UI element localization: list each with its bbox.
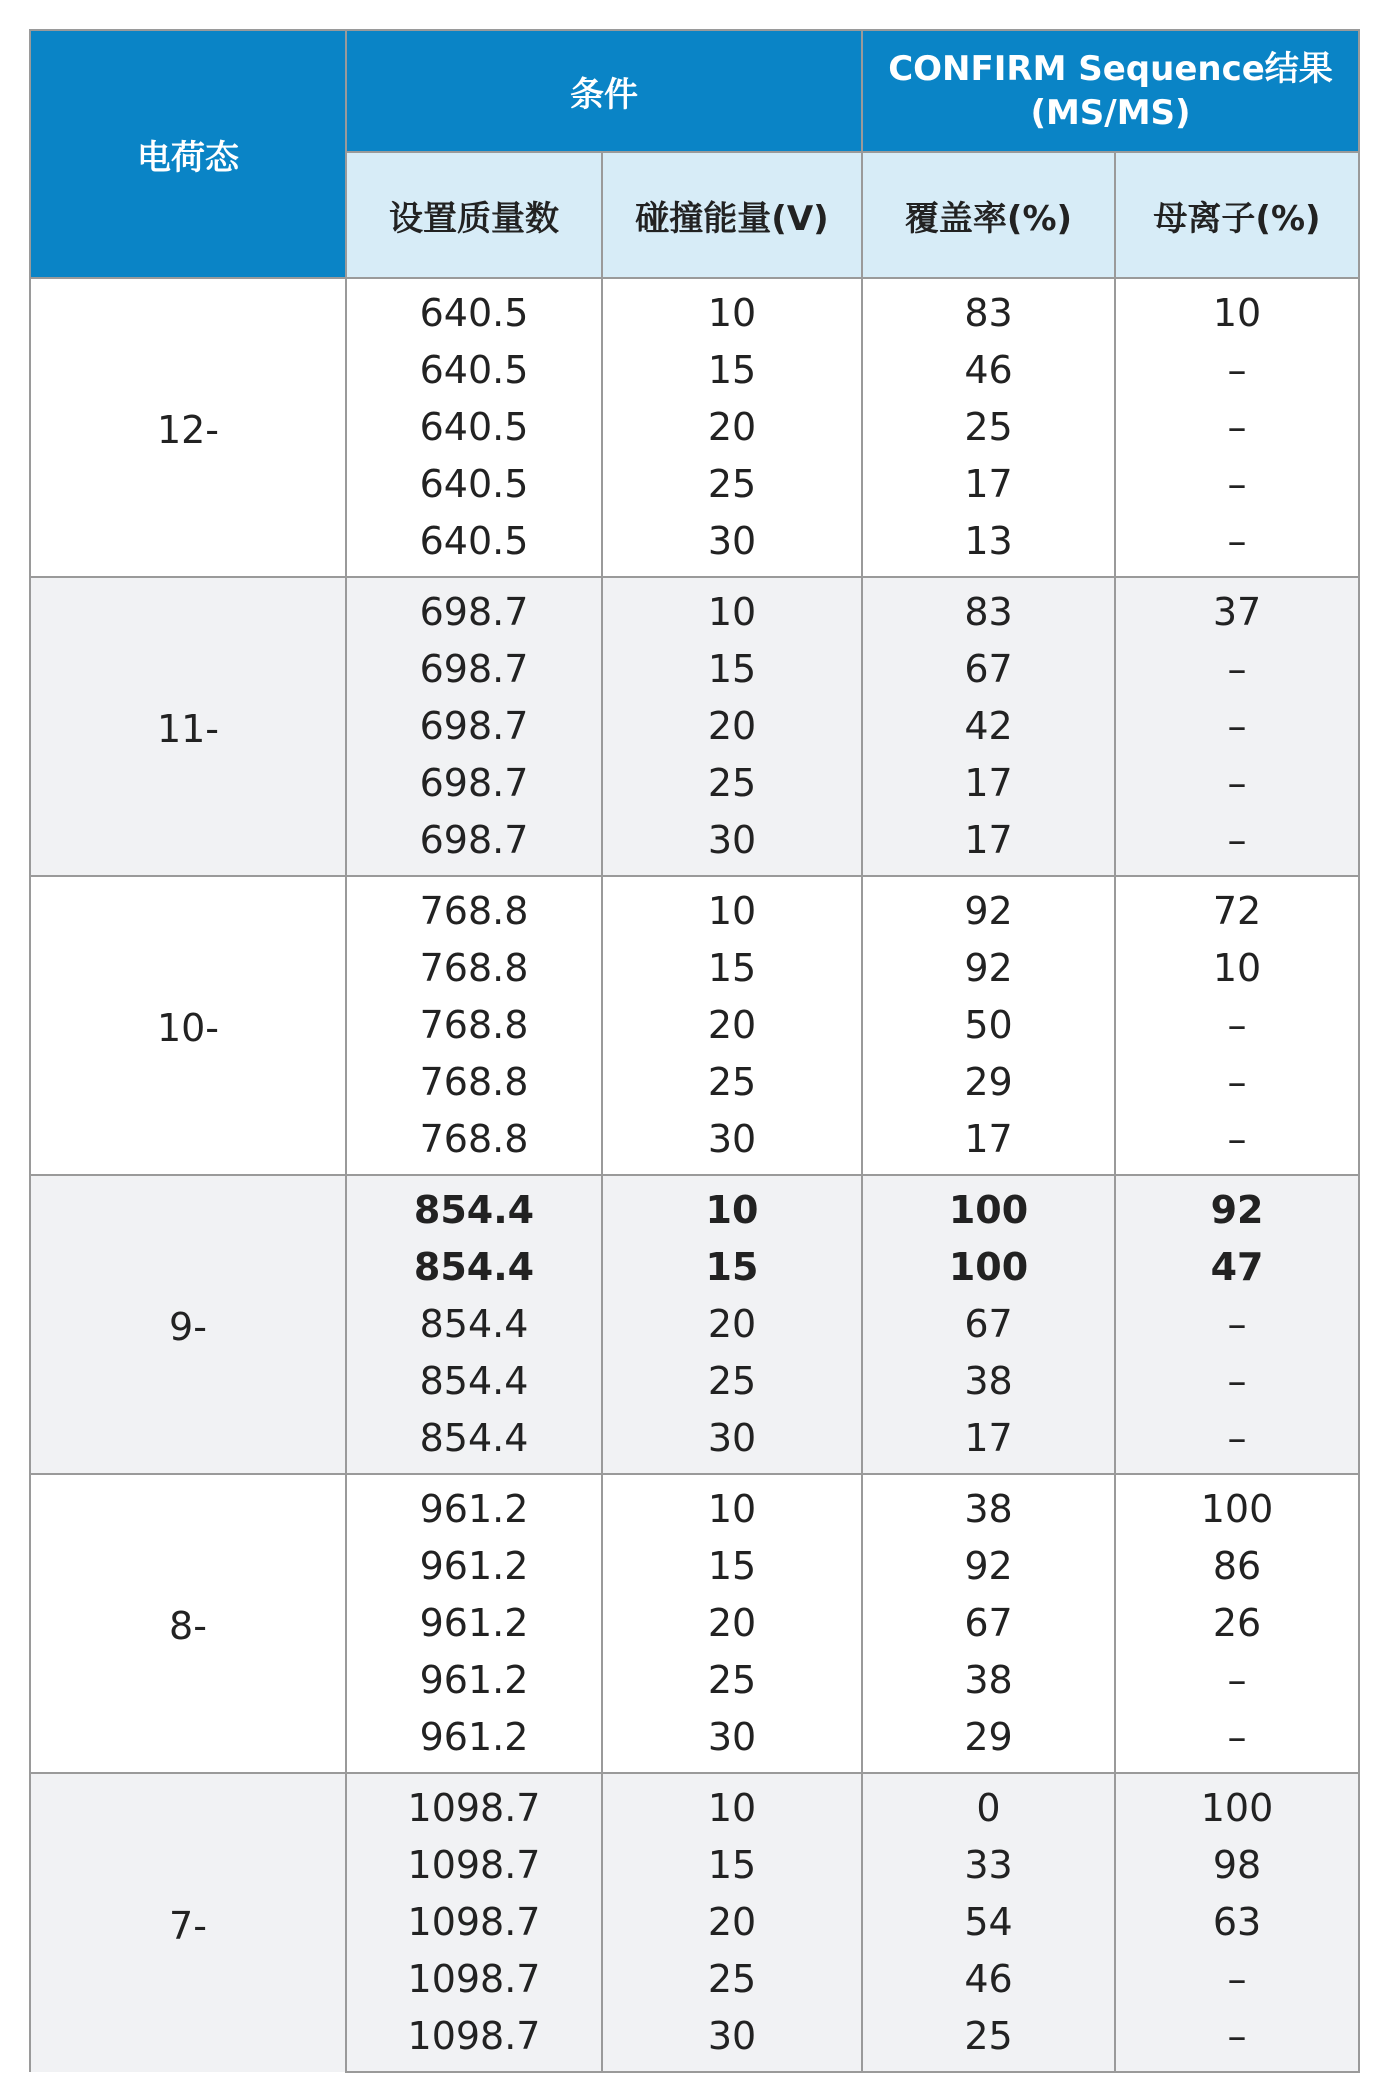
- collision-energy-cell: 10: [602, 577, 862, 641]
- charge-state-cell: 12-: [30, 278, 346, 577]
- charge-state-cell: 11-: [30, 577, 346, 876]
- precursor-cell: –: [1115, 513, 1359, 577]
- set-mass-cell: 698.7: [346, 577, 602, 641]
- charge-group: [30, 1175, 1359, 1474]
- coverage-cell: 50: [862, 997, 1115, 1054]
- set-mass-cell: 854.4: [346, 1175, 602, 1239]
- set-mass-cell: 640.5: [346, 513, 602, 577]
- collision-energy-cell: 20: [602, 1595, 862, 1652]
- header-confirm-results: [862, 30, 1359, 152]
- collision-energy-cell: 15: [602, 940, 862, 997]
- collision-energy-cell: 25: [602, 1951, 862, 2008]
- coverage-cell: 38: [862, 1652, 1115, 1709]
- set-mass-cell: 768.8: [346, 997, 602, 1054]
- coverage-cell: 42: [862, 698, 1115, 755]
- coverage-cell: 17: [862, 1410, 1115, 1474]
- precursor-cell: 72: [1115, 876, 1359, 940]
- set-mass-cell: 854.4: [346, 1239, 602, 1296]
- set-mass-cell: 768.8: [346, 1054, 602, 1111]
- coverage-cell: 13: [862, 513, 1115, 577]
- coverage-cell: 67: [862, 1595, 1115, 1652]
- precursor-cell: –: [1115, 698, 1359, 755]
- set-mass-cell: 854.4: [346, 1410, 602, 1474]
- collision-energy-cell: 15: [602, 641, 862, 698]
- precursor-cell: –: [1115, 997, 1359, 1054]
- header-coverage: 覆盖率(%): [862, 152, 1115, 278]
- precursor-cell: 63: [1115, 1894, 1359, 1951]
- coverage-cell: 92: [862, 940, 1115, 997]
- precursor-cell: 26: [1115, 1595, 1359, 1652]
- set-mass-cell: 698.7: [346, 812, 602, 876]
- precursor-cell: 10: [1115, 940, 1359, 997]
- coverage-cell: 67: [862, 1296, 1115, 1353]
- collision-energy-cell: 10: [602, 278, 862, 342]
- set-mass-cell: 768.8: [346, 876, 602, 940]
- precursor-cell: –: [1115, 1054, 1359, 1111]
- collision-energy-cell: 30: [602, 2008, 862, 2072]
- precursor-cell: 86: [1115, 1538, 1359, 1595]
- header-precursor: 母离子(%): [1115, 152, 1359, 278]
- precursor-cell: –: [1115, 1353, 1359, 1410]
- coverage-cell: 17: [862, 812, 1115, 876]
- precursor-cell: –: [1115, 812, 1359, 876]
- collision-energy-cell: 25: [602, 456, 862, 513]
- collision-energy-cell: 25: [602, 1353, 862, 1410]
- coverage-cell: 29: [862, 1709, 1115, 1773]
- precursor-cell: –: [1115, 342, 1359, 399]
- set-mass-cell: 854.4: [346, 1353, 602, 1410]
- set-mass-cell: 698.7: [346, 641, 602, 698]
- collision-energy-cell: 30: [602, 1410, 862, 1474]
- coverage-cell: 38: [862, 1353, 1115, 1410]
- coverage-cell: 33: [862, 1837, 1115, 1894]
- table-row: [30, 278, 1359, 342]
- coverage-cell: 17: [862, 755, 1115, 812]
- coverage-cell: 25: [862, 2008, 1115, 2072]
- confirm-sequence-results-table: [29, 29, 1360, 2073]
- precursor-cell: –: [1115, 1111, 1359, 1175]
- collision-energy-cell: 10: [602, 1175, 862, 1239]
- table-row: [30, 1773, 1359, 1837]
- precursor-cell: 100: [1115, 1773, 1359, 1837]
- set-mass-cell: 854.4: [346, 1296, 602, 1353]
- set-mass-cell: 640.5: [346, 342, 602, 399]
- precursor-cell: 10: [1115, 278, 1359, 342]
- collision-energy-cell: 15: [602, 1538, 862, 1595]
- results-table-container: [29, 29, 1358, 2073]
- precursor-cell: –: [1115, 1410, 1359, 1474]
- set-mass-cell: 640.5: [346, 399, 602, 456]
- charge-state-cell: 10-: [30, 876, 346, 1175]
- set-mass-cell: 961.2: [346, 1652, 602, 1709]
- header-confirm-line2: (MS/MS): [1030, 93, 1191, 133]
- coverage-cell: 100: [862, 1175, 1115, 1239]
- charge-group: [30, 876, 1359, 1175]
- header-charge-state: 电荷态: [30, 30, 346, 278]
- coverage-cell: 17: [862, 456, 1115, 513]
- collision-energy-cell: 15: [602, 342, 862, 399]
- set-mass-cell: 961.2: [346, 1538, 602, 1595]
- charge-state-cell: 8-: [30, 1474, 346, 1773]
- table-row: [30, 1175, 1359, 1239]
- charge-state-cell: 7-: [30, 1773, 346, 2072]
- charge-group: [30, 1773, 1359, 2072]
- table-row: [30, 1474, 1359, 1538]
- coverage-cell: 0: [862, 1773, 1115, 1837]
- coverage-cell: 83: [862, 278, 1115, 342]
- precursor-cell: –: [1115, 1652, 1359, 1709]
- collision-energy-cell: 20: [602, 1894, 862, 1951]
- set-mass-cell: 961.2: [346, 1474, 602, 1538]
- coverage-cell: 46: [862, 342, 1115, 399]
- precursor-cell: –: [1115, 399, 1359, 456]
- collision-energy-cell: 15: [602, 1837, 862, 1894]
- set-mass-cell: 1098.7: [346, 1894, 602, 1951]
- coverage-cell: 46: [862, 1951, 1115, 2008]
- table-header: [30, 30, 1359, 278]
- precursor-cell: 37: [1115, 577, 1359, 641]
- precursor-cell: 47: [1115, 1239, 1359, 1296]
- set-mass-cell: 768.8: [346, 1111, 602, 1175]
- charge-group: [30, 577, 1359, 876]
- precursor-cell: 98: [1115, 1837, 1359, 1894]
- collision-energy-cell: 30: [602, 513, 862, 577]
- collision-energy-cell: 20: [602, 399, 862, 456]
- precursor-cell: –: [1115, 641, 1359, 698]
- coverage-cell: 67: [862, 641, 1115, 698]
- coverage-cell: 25: [862, 399, 1115, 456]
- set-mass-cell: 961.2: [346, 1709, 602, 1773]
- precursor-cell: –: [1115, 2008, 1359, 2072]
- collision-energy-cell: 30: [602, 1111, 862, 1175]
- coverage-cell: 54: [862, 1894, 1115, 1951]
- coverage-cell: 83: [862, 577, 1115, 641]
- charge-group: [30, 1474, 1359, 1773]
- set-mass-cell: 640.5: [346, 278, 602, 342]
- coverage-cell: 92: [862, 876, 1115, 940]
- table-row: [30, 876, 1359, 940]
- collision-energy-cell: 20: [602, 1296, 862, 1353]
- set-mass-cell: 698.7: [346, 755, 602, 812]
- precursor-cell: –: [1115, 1296, 1359, 1353]
- collision-energy-cell: 10: [602, 1474, 862, 1538]
- precursor-cell: –: [1115, 456, 1359, 513]
- charge-group: [30, 278, 1359, 577]
- set-mass-cell: 1098.7: [346, 1773, 602, 1837]
- header-set-mass: 设置质量数: [346, 152, 602, 278]
- set-mass-cell: 961.2: [346, 1595, 602, 1652]
- collision-energy-cell: 25: [602, 1054, 862, 1111]
- collision-energy-cell: 20: [602, 997, 862, 1054]
- collision-energy-cell: 20: [602, 698, 862, 755]
- table-row: [30, 577, 1359, 641]
- precursor-cell: 100: [1115, 1474, 1359, 1538]
- header-conditions: 条件: [346, 30, 862, 152]
- collision-energy-cell: 30: [602, 1709, 862, 1773]
- precursor-cell: –: [1115, 755, 1359, 812]
- set-mass-cell: 640.5: [346, 456, 602, 513]
- precursor-cell: –: [1115, 1709, 1359, 1773]
- set-mass-cell: 698.7: [346, 698, 602, 755]
- collision-energy-cell: 25: [602, 1652, 862, 1709]
- set-mass-cell: 1098.7: [346, 1837, 602, 1894]
- set-mass-cell: 1098.7: [346, 1951, 602, 2008]
- set-mass-cell: 1098.7: [346, 2008, 602, 2072]
- coverage-cell: 92: [862, 1538, 1115, 1595]
- set-mass-cell: 768.8: [346, 940, 602, 997]
- collision-energy-cell: 10: [602, 1773, 862, 1837]
- collision-energy-cell: 15: [602, 1239, 862, 1296]
- charge-state-cell: 9-: [30, 1175, 346, 1474]
- collision-energy-cell: 25: [602, 755, 862, 812]
- coverage-cell: 17: [862, 1111, 1115, 1175]
- collision-energy-cell: 30: [602, 812, 862, 876]
- header-confirm-line1: CONFIRM Sequence结果: [888, 49, 1333, 89]
- header-collision-energy: 碰撞能量(V): [602, 152, 862, 278]
- coverage-cell: 38: [862, 1474, 1115, 1538]
- precursor-cell: –: [1115, 1951, 1359, 2008]
- coverage-cell: 29: [862, 1054, 1115, 1111]
- collision-energy-cell: 10: [602, 876, 862, 940]
- precursor-cell: 92: [1115, 1175, 1359, 1239]
- coverage-cell: 100: [862, 1239, 1115, 1296]
